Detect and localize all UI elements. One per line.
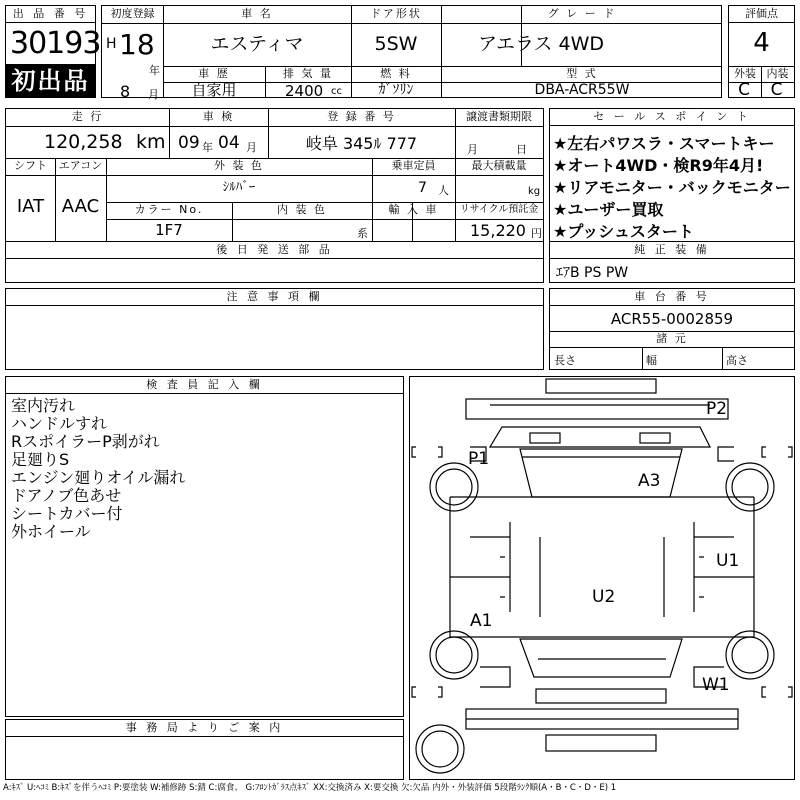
transfer-month: 月 [467, 143, 478, 156]
score-box [728, 5, 795, 98]
inspector-item-2: ハンドルすれ [11, 414, 108, 433]
inspector-label: 検 査 員 記 入 欄 [6, 377, 403, 394]
inspector-item-5: エンジン廻りオイル漏れ [11, 468, 186, 487]
sales-point-2: ★オート4WD・検R9年4月! [553, 156, 764, 175]
reg-label: 初度登録 [110, 7, 155, 20]
lot-number: 30193 [10, 26, 101, 61]
plate-label: 登 録 番 号 [327, 110, 396, 123]
recycle-value: 15,220 [470, 221, 526, 240]
transfer-day: 日 [516, 143, 527, 156]
fuel-label: 燃 料 [380, 67, 412, 80]
int-score: C [770, 82, 785, 98]
ac-value: AAC [61, 197, 100, 217]
shift-value: IAT [16, 197, 45, 217]
details-box [5, 108, 544, 242]
shift-label: シフト [14, 159, 47, 172]
mark-u1: U1 [716, 551, 740, 571]
office-box [5, 719, 404, 780]
grade: アエラス 4WD [477, 33, 605, 55]
mark-p1: P1 [468, 449, 490, 469]
notes-box [5, 288, 544, 370]
ext-score: C [738, 82, 752, 98]
damage-diagram [409, 376, 795, 780]
recycle-label: リサイクル預託金 [459, 204, 539, 215]
mileage-value: 120,258 [44, 131, 123, 153]
transfer-label: 譲渡書類期限 [466, 110, 532, 123]
equipment-value: ｴｱB PS PW [556, 265, 629, 281]
mark-u2: U2 [592, 587, 616, 607]
vehicle-info-box [101, 5, 722, 101]
chassis-value: ACR55-0002859 [610, 310, 734, 328]
capacity-value: 7 [418, 180, 427, 196]
color-no-label: カラー No. [134, 203, 204, 216]
recycle-unit: 円 [531, 227, 542, 240]
chassis-box [549, 288, 795, 370]
interior-unit: 系 [357, 227, 368, 240]
equipment-box [549, 241, 795, 283]
chassis-label: 車 台 番 号 [550, 289, 794, 306]
first-listing-badge: 初出品 [5, 64, 96, 98]
door-label: ドア形状 [370, 7, 422, 20]
inspection-month-unit: 月 [246, 141, 257, 154]
displacement-label: 排 気 量 [283, 67, 333, 80]
mark-w1: W1 [702, 675, 730, 695]
car-name: エスティマ [210, 33, 304, 55]
import-label: 輸 入 車 [388, 203, 439, 216]
color-no-value: 1F7 [155, 221, 183, 239]
displacement-unit: cc [331, 86, 342, 97]
lot-box [5, 5, 101, 98]
era: H [106, 36, 117, 52]
mark-a1: A1 [470, 611, 493, 631]
inspector-item-4: 足廻りS [11, 450, 70, 469]
sales-point-5: ★プッシュスタート [553, 222, 694, 241]
inspector-item-7: シートカバー付 [11, 504, 123, 523]
load-unit: kg [528, 186, 541, 197]
model: DBA-ACR55W [534, 82, 630, 98]
length-label: 長さ [554, 354, 576, 367]
mark-p2: P2 [706, 399, 728, 419]
sales-point-1: ★左右パワスラ・スマートキー [553, 134, 775, 153]
history-label: 車 歴 [198, 67, 230, 80]
width-label: 幅 [646, 354, 657, 367]
score-label: 評価点 [729, 6, 794, 23]
sales-point-4: ★ユーザー買取 [553, 200, 664, 219]
inspection-year: 09 [178, 133, 200, 153]
color-value: ｼﾙﾊﾞｰ [222, 180, 256, 195]
load-label: 最大積載量 [471, 159, 527, 172]
capacity-label: 乗車定員 [391, 159, 436, 172]
interior-color-label: 内 装 色 [277, 203, 327, 216]
name-label: 車 名 [241, 7, 273, 20]
mark-a3: A3 [638, 471, 661, 491]
inspector-item-6: ドアノブ色あせ [11, 486, 122, 505]
sales-point-3: ★リアモニター・バックモニター [553, 178, 791, 197]
inspection-year-unit: 年 [202, 141, 213, 154]
sales-points-label: セ ー ル ス ポ イ ン ト [550, 109, 794, 126]
car-diagram-outline [410, 377, 794, 779]
inspector-item-1: 室内汚れ [11, 396, 76, 415]
notes-label: 注 意 事 項 欄 [6, 289, 543, 306]
mileage-label: 走 行 [71, 110, 104, 123]
dims-label: 諸 元 [656, 332, 688, 345]
ac-label: エアコン [58, 159, 103, 172]
footer-legend: A:ｷｽﾞ U:ﾍｺﾐ B:ｷｽﾞを伴うﾍｺﾐ P:要塗装 W:補修跡 S:錆 C:腐食、 G:ﾌﾛﾝﾄｶﾞﾗｽ点ｷｽﾞ XX:交換済み X:要交換 欠:欠品 内外・外装評価 5段階ﾗﾝｸ順(A・B・C・D・E) 1 [3, 783, 617, 793]
model-label: 型 式 [566, 67, 598, 80]
door-type: 5SW [374, 33, 418, 55]
reg-month: 8 [120, 82, 131, 101]
later-parts-label: 後 日 発 送 部 品 [6, 242, 543, 259]
equipment-label: 純 正 装 備 [550, 242, 794, 259]
sales-points-box [549, 108, 795, 242]
inspector-box [5, 376, 404, 717]
history: 自家用 [191, 82, 237, 98]
office-label: 事 務 局 よ り ご 案 内 [6, 720, 403, 737]
displacement: 2400 [285, 82, 324, 100]
int-label: 内装 [766, 67, 789, 80]
month-unit: 月 [148, 88, 159, 101]
fuel: ｶﾞｿﾘﾝ [378, 82, 414, 98]
reg-year: 18 [119, 28, 155, 61]
plate-number: 岐阜 345ﾙ 777 [305, 134, 418, 153]
height-label: 高さ [726, 354, 748, 367]
grade-label: グ レ ー ド [547, 7, 617, 20]
lot-label: 出 品 番 号 [6, 6, 95, 23]
inspection-label: 車 検 [202, 110, 235, 123]
mileage-unit: km [136, 131, 166, 153]
capacity-unit: 人 [438, 184, 449, 197]
inspector-item-8: 外ホイール [11, 522, 91, 541]
score-value: 4 [753, 28, 770, 58]
inspection-month: 04 [218, 133, 240, 153]
inspector-item-3: RスポイラーP剥がれ [11, 432, 160, 451]
color-label: 外 装 色 [214, 159, 264, 172]
ext-label: 外装 [734, 67, 756, 80]
year-unit: 年 [149, 64, 160, 77]
later-parts-box [5, 241, 544, 283]
